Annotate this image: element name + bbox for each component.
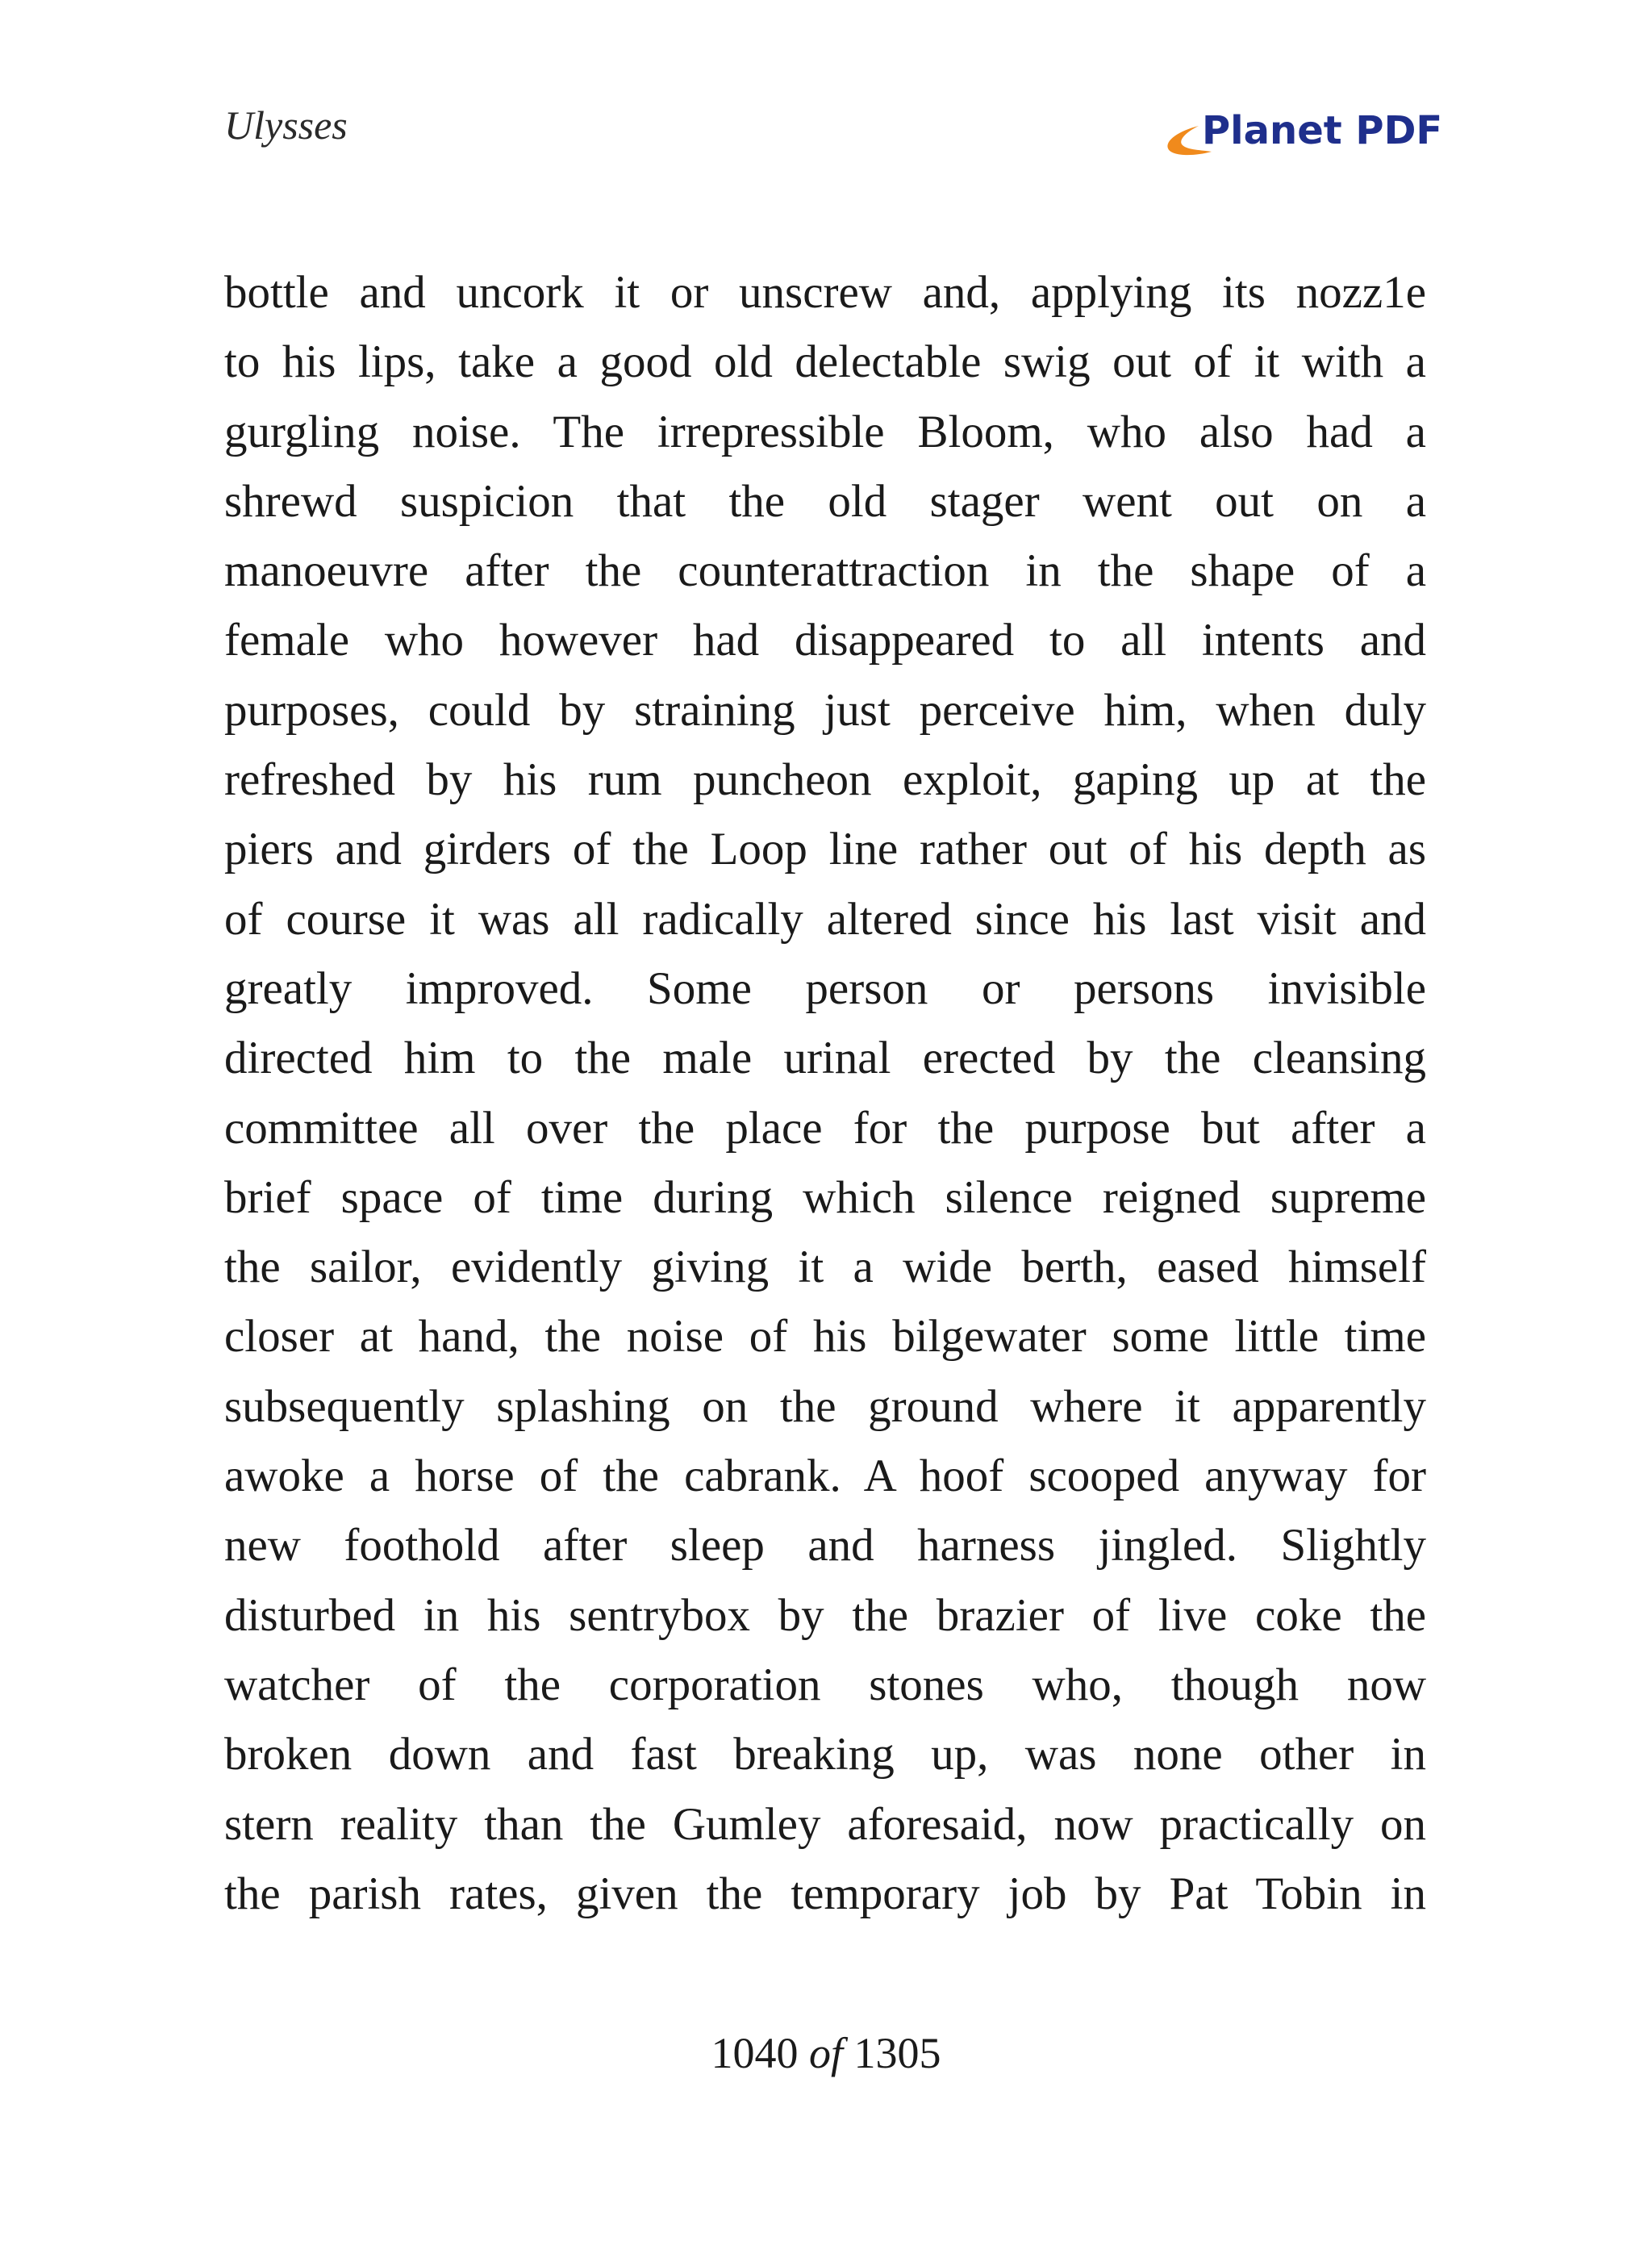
text-line: committee all over the place for the purpose but after a xyxy=(224,1102,1426,1154)
text-line: disturbed in his sentrybox by the brazier of live coke the xyxy=(224,1589,1426,1641)
text-line: broken down and fast breaking up, was none other in xyxy=(224,1729,1426,1780)
text-line: gurgling noise. The irrepressible Bloom, who also had a xyxy=(224,406,1426,457)
text-line: female who however had disappeared to all intents and xyxy=(224,615,1426,666)
planet-pdf-logo xyxy=(1162,103,1443,168)
text-line: refreshed by his rum puncheon exploit, gaping up at the xyxy=(224,754,1426,806)
text-line: new foothold after sleep and harness jingled. Slightly xyxy=(224,1520,1426,1572)
text-line: to his lips, take a good old delectable swig out of it with a xyxy=(224,336,1426,388)
text-line: the parish rates, given the temporary job by Pat Tobin in xyxy=(224,1868,1426,1919)
text-line: awoke a horse of the cabrank. A hoof scooped anyway for xyxy=(224,1450,1426,1502)
text-line: directed him to the male urinal erected by the cleansing xyxy=(224,1033,1426,1084)
current-page: 1040 xyxy=(711,2029,799,2077)
text-line: stern reality than the Gumley aforesaid, now practically on xyxy=(224,1798,1426,1850)
page-number xyxy=(0,2031,1652,2075)
body-text xyxy=(224,258,1426,1929)
text-line: shrewd suspicion that the old stager went out on a xyxy=(224,475,1426,527)
text-line: of course it was all radically altered since his last visit and xyxy=(224,893,1426,945)
logo-text: Planet PDF xyxy=(1202,108,1443,153)
text-line: brief space of time during which silence reigned supreme xyxy=(224,1171,1426,1223)
text-line: purposes, could by straining just perceive him, when duly xyxy=(224,684,1426,736)
text-line: subsequently splashing on the ground where it apparently xyxy=(224,1380,1426,1432)
text-line: piers and girders of the Loop line rather out of his depth as xyxy=(224,824,1426,875)
text-line: bottle and uncork it or unscrew and, applying its nozz1e xyxy=(224,267,1426,318)
text-line: manoeuvre after the counterattraction in the shape of a xyxy=(224,545,1426,597)
book-title: Ulysses xyxy=(224,102,348,148)
text-line: watcher of the corporation stones who, though now xyxy=(224,1659,1426,1710)
text-line: greatly improved. Some person or persons invisible xyxy=(224,962,1426,1014)
text-line: the sailor, evidently giving it a wide berth, eased himself xyxy=(224,1242,1426,1293)
text-line: closer at hand, the noise of his bilgewater some little time xyxy=(224,1311,1426,1363)
page-of-word: of xyxy=(808,2029,843,2077)
total-pages: 1305 xyxy=(853,2029,941,2077)
